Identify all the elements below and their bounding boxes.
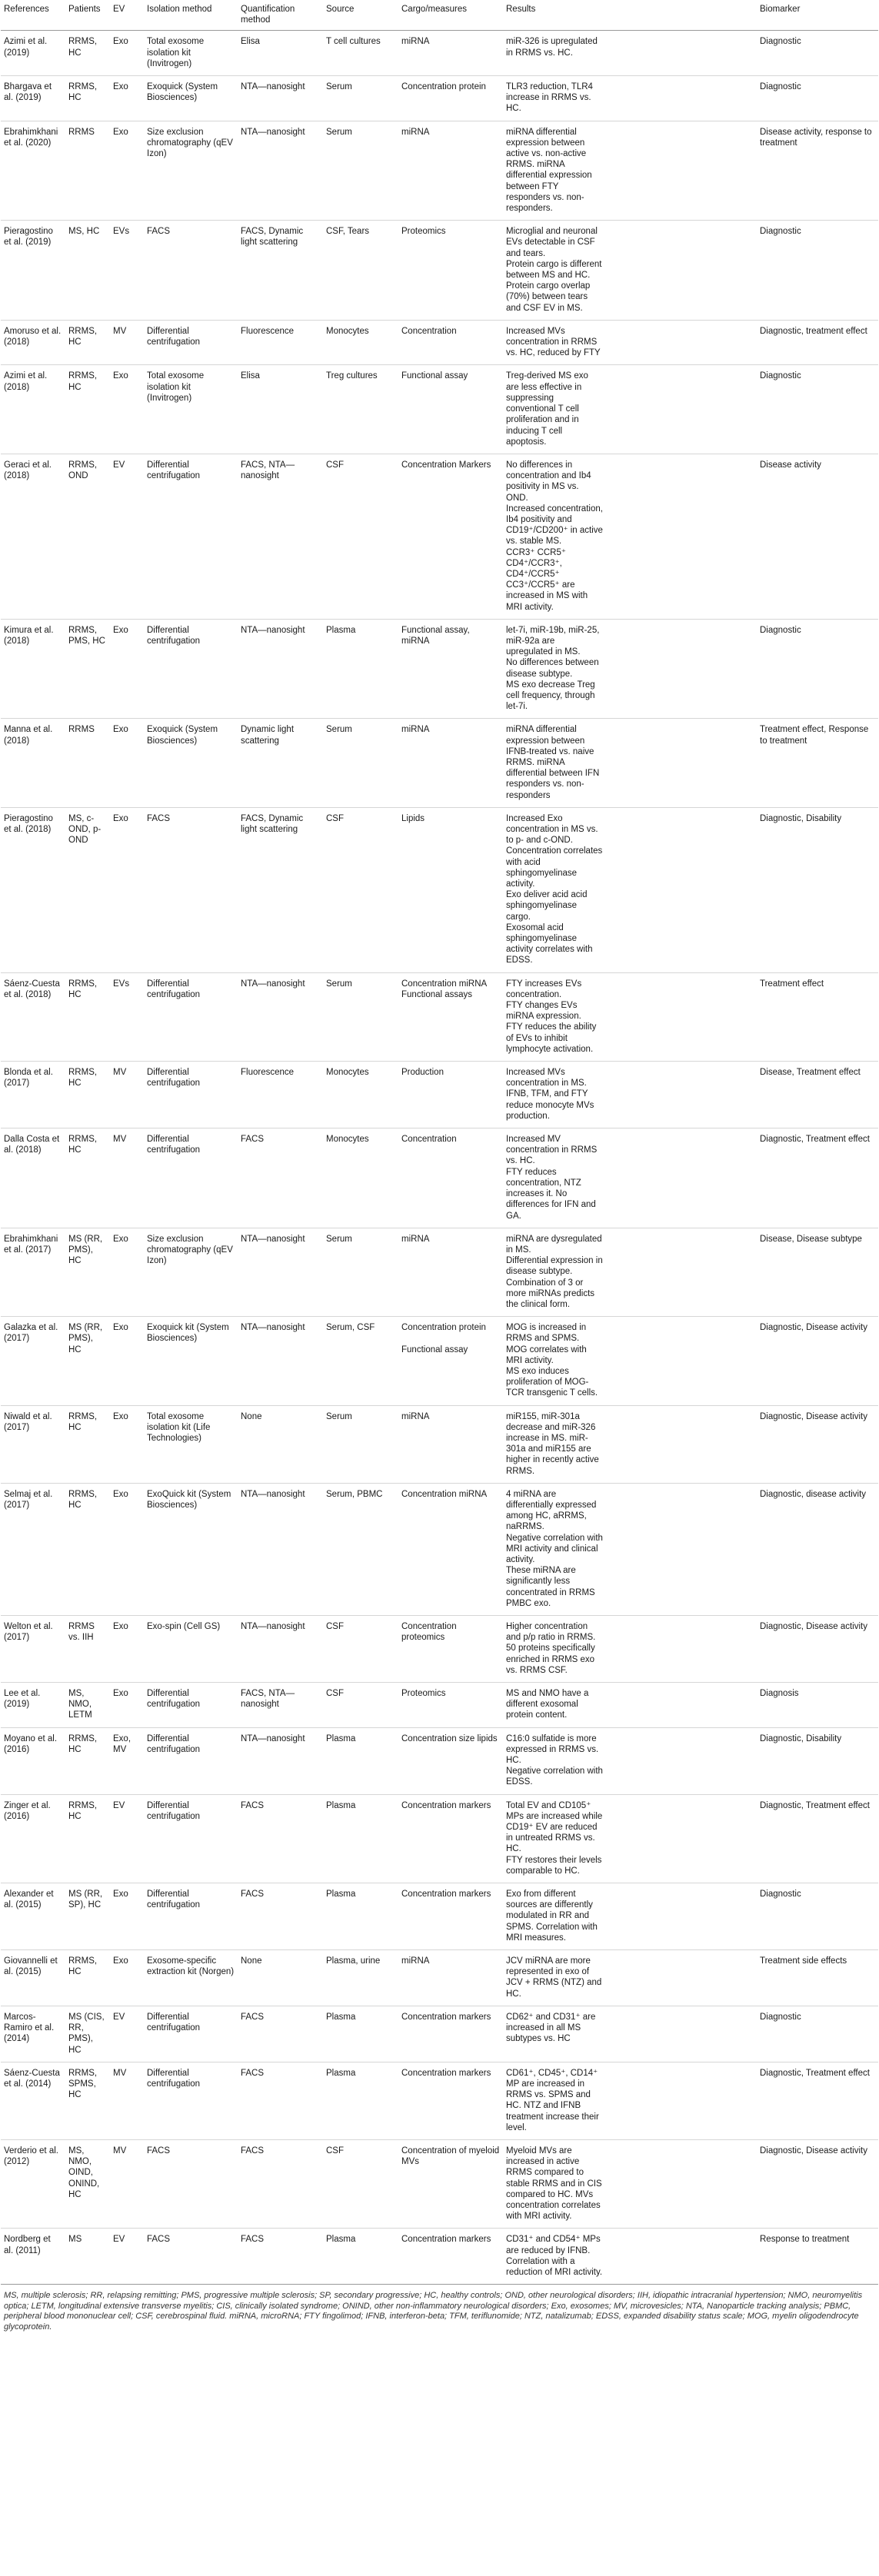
isolation-method-cell: Total exosome isolation kit (Invitrogen) — [144, 31, 238, 76]
patients-cell: RRMS, HC — [65, 365, 110, 454]
quantification-method-cell: FACS, NTA—nanosight — [238, 454, 323, 619]
source-cell: Plasma — [323, 1794, 398, 1883]
patients-cell: RRMS vs. IIH — [65, 1616, 110, 1683]
isolation-method-cell: Differential centrifugation — [144, 2006, 238, 2062]
ev-cell: MV — [110, 1128, 144, 1228]
reference-cell: Nordberg et al. (2011) — [1, 2229, 65, 2285]
cargo-cell: Functional assay — [398, 365, 503, 454]
table-row — [1, 221, 878, 321]
table-row — [1, 76, 878, 121]
results-cell: Increased MVs concentration in RRMS vs. HC, reduced by FTY — [503, 320, 757, 365]
quantification-method-cell: FACS, Dynamic light scattering — [238, 221, 323, 321]
isolation-method-cell: Differential centrifugation — [144, 2062, 238, 2139]
biomarker-cell: Disease, Treatment effect — [757, 1062, 878, 1128]
source-cell: Serum, CSF — [323, 1317, 398, 1405]
biomarker-cell: Diagnostic, treatment effect — [757, 320, 878, 365]
results-cell: Treg-derived MS exo are less effective in suppressing conventional T cell proliferation and in inducing T cell apoptosis. — [503, 365, 757, 454]
table-row — [1, 121, 878, 221]
cargo-cell: Concentration of myeloid MVs — [398, 2139, 503, 2228]
source-cell: CSF, Tears — [323, 221, 398, 321]
source-cell: Plasma — [323, 2062, 398, 2139]
cargo-cell: miRNA — [398, 1228, 503, 1316]
quantification-method-cell: Fluorescence — [238, 320, 323, 365]
source-cell: Monocytes — [323, 1062, 398, 1128]
isolation-method-cell: Total exosome isolation kit (Invitrogen) — [144, 365, 238, 454]
table-header-row — [1, 0, 878, 31]
table-row — [1, 31, 878, 76]
cargo-cell: Concentration size lipids — [398, 1727, 503, 1794]
table-row — [1, 719, 878, 807]
patients-cell: MS (RR, SP), HC — [65, 1883, 110, 1950]
ev-cell: Exo — [110, 1683, 144, 1728]
header-isolation-method: Isolation method — [144, 0, 238, 31]
cargo-cell: Proteomics — [398, 1683, 503, 1728]
reference-cell: Dalla Costa et al. (2018) — [1, 1128, 65, 1228]
isolation-method-cell: Total exosome isolation kit (Life Technologies) — [144, 1405, 238, 1483]
patients-cell: RRMS, HC — [65, 972, 110, 1061]
ev-cell: Exo — [110, 1228, 144, 1316]
table-row — [1, 1683, 878, 1728]
patients-cell: RRMS, HC — [65, 1405, 110, 1483]
patients-cell: MS — [65, 2229, 110, 2285]
quantification-method-cell: FACS, NTA—nanosight — [238, 1683, 323, 1728]
reference-cell: Welton et al. (2017) — [1, 1616, 65, 1683]
table-row — [1, 454, 878, 619]
ev-cell: EV — [110, 454, 144, 619]
table-row — [1, 2062, 878, 2139]
quantification-method-cell: FACS, Dynamic light scattering — [238, 807, 323, 972]
patients-cell: RRMS — [65, 719, 110, 807]
source-cell: Serum — [323, 1228, 398, 1316]
isolation-method-cell: Exo-spin (Cell GS) — [144, 1616, 238, 1683]
ev-cell: Exo — [110, 76, 144, 121]
reference-cell: Pieragostino et al. (2018) — [1, 807, 65, 972]
biomarker-cell: Diagnostic, Treatment effect — [757, 1128, 878, 1228]
ev-studies-table — [1, 0, 878, 2285]
reference-cell: Amoruso et al. (2018) — [1, 320, 65, 365]
isolation-method-cell: FACS — [144, 807, 238, 972]
reference-cell: Lee et al. (2019) — [1, 1683, 65, 1728]
reference-cell: Pieragostino et al. (2019) — [1, 221, 65, 321]
biomarker-cell: Diagnostic — [757, 76, 878, 121]
quantification-method-cell: Elisa — [238, 365, 323, 454]
cargo-cell: miRNA — [398, 1405, 503, 1483]
cargo-cell: Concentration Markers — [398, 454, 503, 619]
quantification-method-cell: None — [238, 1405, 323, 1483]
cargo-cell: Concentration miRNA — [398, 1483, 503, 1615]
table-row — [1, 320, 878, 365]
header-quantification-method: Quantification method — [238, 0, 323, 31]
patients-cell: RRMS, HC — [65, 1794, 110, 1883]
isolation-method-cell: Exosome-specific extraction kit (Norgen) — [144, 1950, 238, 2006]
quantification-method-cell: NTA—nanosight — [238, 972, 323, 1061]
patients-cell: RRMS — [65, 121, 110, 221]
biomarker-cell: Response to treatment — [757, 2229, 878, 2285]
cargo-cell: Concentration — [398, 1128, 503, 1228]
biomarker-cell: Treatment effect, Response to treatment — [757, 719, 878, 807]
biomarker-cell: Diagnostic — [757, 1883, 878, 1950]
reference-cell: Kimura et al. (2018) — [1, 619, 65, 719]
patients-cell: MS (CIS, RR, PMS), HC — [65, 2006, 110, 2062]
source-cell: Treg cultures — [323, 365, 398, 454]
ev-cell: EV — [110, 2006, 144, 2062]
cargo-cell: Concentration markers — [398, 1883, 503, 1950]
results-cell: 4 miRNA are differentially expressed among HC, aRRMS, naRRMS. Negative correlation with MRI activity and clinical activity. These miRNA are significantly less concentrated in RRMS PMBC exo. — [503, 1483, 757, 1615]
isolation-method-cell: Differential centrifugation — [144, 1062, 238, 1128]
biomarker-cell: Diagnostic, Treatment effect — [757, 1794, 878, 1883]
biomarker-cell: Treatment side effects — [757, 1950, 878, 2006]
ev-cell: Exo, MV — [110, 1727, 144, 1794]
ev-cell: Exo — [110, 1616, 144, 1683]
biomarker-cell: Diagnostic — [757, 31, 878, 76]
source-cell: Serum — [323, 1405, 398, 1483]
table-row — [1, 1950, 878, 2006]
reference-cell: Sáenz-Cuesta et al. (2014) — [1, 2062, 65, 2139]
patients-cell: RRMS, SPMS, HC — [65, 2062, 110, 2139]
reference-cell: Niwald et al. (2017) — [1, 1405, 65, 1483]
table-row — [1, 807, 878, 972]
ev-cell: Exo — [110, 807, 144, 972]
patients-cell: RRMS, HC — [65, 1128, 110, 1228]
reference-cell: Giovannelli et al. (2015) — [1, 1950, 65, 2006]
results-cell: miRNA differential expression between IFNB-treated vs. naive RRMS. miRNA differential between IFN responders vs. non-responders — [503, 719, 757, 807]
table-row — [1, 2139, 878, 2228]
isolation-method-cell: Size exclusion chromatography (qEV Izon) — [144, 1228, 238, 1316]
source-cell: Plasma — [323, 1883, 398, 1950]
table-row — [1, 1483, 878, 1615]
biomarker-cell: Diagnostic, Disability — [757, 1727, 878, 1794]
cargo-cell: Concentration markers — [398, 2062, 503, 2139]
biomarker-cell: Diagnostic, Disease activity — [757, 1405, 878, 1483]
isolation-method-cell: Differential centrifugation — [144, 454, 238, 619]
quantification-method-cell: NTA—nanosight — [238, 121, 323, 221]
reference-cell: Blonda et al. (2017) — [1, 1062, 65, 1128]
ev-cell: Exo — [110, 619, 144, 719]
header-references: References — [1, 0, 65, 31]
table-row — [1, 1616, 878, 1683]
results-cell: CD62⁺ and CD31⁺ are increased in all MS subtypes vs. HC — [503, 2006, 757, 2062]
ev-cell: Exo — [110, 1483, 144, 1615]
results-cell: Total EV and CD105⁺ MPs are increased while CD19⁺ EV are reduced in untreated RRMS vs. HC. FTY restores their levels comparable to HC. — [503, 1794, 757, 1883]
quantification-method-cell: NTA—nanosight — [238, 1228, 323, 1316]
cargo-cell: miRNA — [398, 121, 503, 221]
isolation-method-cell: ExoQuick kit (System Biosciences) — [144, 1483, 238, 1615]
table-row — [1, 1727, 878, 1794]
results-cell: MOG is increased in RRMS and SPMS. MOG correlates with MRI activity. MS exo induces proliferation of MOG-TCR transgenic T cells. — [503, 1317, 757, 1405]
ev-cell: Exo — [110, 1317, 144, 1405]
patients-cell: MS, NMO, OIND, ONIND, HC — [65, 2139, 110, 2228]
results-cell: CD61⁺, CD45⁺, CD14⁺ MP are increased in RRMS vs. SPMS and HC. NTZ and IFNB treatment increase their level. — [503, 2062, 757, 2139]
ev-cell: EVs — [110, 221, 144, 321]
ev-cell: MV — [110, 320, 144, 365]
table-row — [1, 972, 878, 1061]
patients-cell: RRMS, HC — [65, 320, 110, 365]
isolation-method-cell: Size exclusion chromatography (qEV Izon) — [144, 121, 238, 221]
table-row — [1, 1062, 878, 1128]
isolation-method-cell: FACS — [144, 2229, 238, 2285]
isolation-method-cell: Exoquick (System Biosciences) — [144, 76, 238, 121]
patients-cell: MS, c-OND, p-OND — [65, 807, 110, 972]
ev-cell: Exo — [110, 1405, 144, 1483]
cargo-cell: Concentration proteomics — [398, 1616, 503, 1683]
source-cell: Serum, PBMC — [323, 1483, 398, 1615]
results-cell: MS and NMO have a different exosomal protein content. — [503, 1683, 757, 1728]
results-cell: FTY increases EVs concentration. FTY changes EVs miRNA expression. FTY reduces the ability of EVs to inhibit lymphocyte activation. — [503, 972, 757, 1061]
biomarker-cell: Diagnosis — [757, 1683, 878, 1728]
biomarker-cell: Diagnostic, Disability — [757, 807, 878, 972]
reference-cell: Selmaj et al. (2017) — [1, 1483, 65, 1615]
quantification-method-cell: Elisa — [238, 31, 323, 76]
quantification-method-cell: NTA—nanosight — [238, 1317, 323, 1405]
biomarker-cell: Diagnostic — [757, 619, 878, 719]
source-cell: CSF — [323, 1683, 398, 1728]
results-cell: miRNA differential expression between active vs. non-active RRMS. miRNA differential expression between FTY responders vs. non-responders. — [503, 121, 757, 221]
isolation-method-cell: Differential centrifugation — [144, 972, 238, 1061]
cargo-cell: Concentration protein Functional assay — [398, 1317, 503, 1405]
table-row — [1, 2229, 878, 2285]
cargo-cell: Production — [398, 1062, 503, 1128]
table-row — [1, 2006, 878, 2062]
results-cell: Increased MV concentration in RRMS vs. HC. FTY reduces concentration, NTZ increases it. No differences for IFN and GA. — [503, 1128, 757, 1228]
results-cell: miR-326 is upregulated in RRMS vs. HC. — [503, 31, 757, 76]
header-biomarker: Biomarker — [757, 0, 878, 31]
cargo-cell: Proteomics — [398, 221, 503, 321]
source-cell: T cell cultures — [323, 31, 398, 76]
biomarker-cell: Diagnostic — [757, 2006, 878, 2062]
results-cell: Increased Exo concentration in MS vs. to p- and c-OND. Concentration correlates with acid sphingomyelinase activity. Exo deliver acid acid sphingomyelinase cargo. Exosomal acid sphingomyelinase activity correlates with EDSS. — [503, 807, 757, 972]
table-body — [1, 31, 878, 2285]
quantification-method-cell: FACS — [238, 2229, 323, 2285]
quantification-method-cell: NTA—nanosight — [238, 1616, 323, 1683]
source-cell: Monocytes — [323, 320, 398, 365]
patients-cell: MS, HC — [65, 221, 110, 321]
ev-cell: Exo — [110, 365, 144, 454]
quantification-method-cell: FACS — [238, 2006, 323, 2062]
reference-cell: Azimi et al. (2018) — [1, 365, 65, 454]
biomarker-cell: Disease, Disease subtype — [757, 1228, 878, 1316]
biomarker-cell: Diagnostic — [757, 365, 878, 454]
table-row — [1, 1317, 878, 1405]
quantification-method-cell: FACS — [238, 1794, 323, 1883]
reference-cell: Bhargava et al. (2019) — [1, 76, 65, 121]
cargo-cell: miRNA — [398, 31, 503, 76]
quantification-method-cell: Fluorescence — [238, 1062, 323, 1128]
quantification-method-cell: NTA—nanosight — [238, 1483, 323, 1615]
results-cell: CD31⁺ and CD54⁺ MPs are reduced by IFNB. Correlation with a reduction of MRI activity. — [503, 2229, 757, 2285]
results-cell: JCV miRNA are more represented in exo of JCV + RRMS (NTZ) and HC. — [503, 1950, 757, 2006]
cargo-cell: miRNA — [398, 719, 503, 807]
source-cell: CSF — [323, 1616, 398, 1683]
patients-cell: RRMS, HC — [65, 1727, 110, 1794]
reference-cell: Geraci et al. (2018) — [1, 454, 65, 619]
cargo-cell: Concentration markers — [398, 2229, 503, 2285]
cargo-cell: Functional assay, miRNA — [398, 619, 503, 719]
results-cell: TLR3 reduction, TLR4 increase in RRMS vs. HC. — [503, 76, 757, 121]
cargo-cell: Concentration miRNA Functional assays — [398, 972, 503, 1061]
source-cell: Plasma — [323, 2006, 398, 2062]
table-row — [1, 365, 878, 454]
quantification-method-cell: FACS — [238, 1883, 323, 1950]
quantification-method-cell: Dynamic light scattering — [238, 719, 323, 807]
ev-cell: Exo — [110, 719, 144, 807]
isolation-method-cell: Differential centrifugation — [144, 1727, 238, 1794]
isolation-method-cell: FACS — [144, 221, 238, 321]
header-cargo-measures: Cargo/measures — [398, 0, 503, 31]
source-cell: Plasma — [323, 2229, 398, 2285]
reference-cell: Marcos-Ramiro et al. (2014) — [1, 2006, 65, 2062]
header-results: Results — [503, 0, 757, 31]
reference-cell: Galazka et al. (2017) — [1, 1317, 65, 1405]
patients-cell: RRMS, HC — [65, 1483, 110, 1615]
header-patients: Patients — [65, 0, 110, 31]
biomarker-cell: Diagnostic, disease activity — [757, 1483, 878, 1615]
reference-cell: Verderio et al. (2012) — [1, 2139, 65, 2228]
ev-cell: Exo — [110, 31, 144, 76]
table-footnote: MS, multiple sclerosis; RR, relapsing remitting; PMS, progressive multiple sclerosis; SP, secondary progressive; HC, healthy controls; OND, other neurological disorders; IIH, idiopathic intracranial hypertension; NMO, neuromyelitis optica; LETM, longitudinal extensive transverse myelitis; CIS, clinically isolated syndrome; ONIND, other non-inflammatory neurological disorders; Exo, exosomes; MV, microvesicles; NTA, Nanoparticle tracking analysis; PBMC, peripheral blood mononuclear cell; CSF, cerebrospinal fluid. miRNA, microRNA; FTY fingolimod; IFNB, interferon-beta; TFM, teriflunomide; NTZ, natalizumab; EDSS, expanded disability status scale; MOG, myelin oligodendrocyte glycoprotein. — [4, 2291, 863, 2332]
table-row — [1, 619, 878, 719]
cargo-cell: Lipids — [398, 807, 503, 972]
ev-cell: EV — [110, 1794, 144, 1883]
isolation-method-cell: Differential centrifugation — [144, 619, 238, 719]
results-cell: miRNA are dysregulated in MS. Differential expression in disease subtype. Combination of 3 or more miRNAs predicts the clinical form. — [503, 1228, 757, 1316]
results-cell: Increased MVs concentration in MS. IFNB, TFM, and FTY reduce monocyte MVs production. — [503, 1062, 757, 1128]
source-cell: Serum — [323, 121, 398, 221]
source-cell: Serum — [323, 972, 398, 1061]
reference-cell: Sáenz-Cuesta et al. (2018) — [1, 972, 65, 1061]
source-cell: Serum — [323, 719, 398, 807]
source-cell: CSF — [323, 2139, 398, 2228]
reference-cell: Ebrahimkhani et al. (2020) — [1, 121, 65, 221]
quantification-method-cell: NTA—nanosight — [238, 1727, 323, 1794]
source-cell: CSF — [323, 807, 398, 972]
biomarker-cell: Disease activity, response to treatment — [757, 121, 878, 221]
source-cell: Plasma — [323, 619, 398, 719]
results-cell: let-7i, miR-19b, miR-25, miR-92a are upregulated in MS. No differences between disease subtype. MS exo decrease Treg cell frequency, through let-7i. — [503, 619, 757, 719]
table-row — [1, 1228, 878, 1316]
cargo-cell: Concentration markers — [398, 1794, 503, 1883]
isolation-method-cell: Differential centrifugation — [144, 1128, 238, 1228]
isolation-method-cell: FACS — [144, 2139, 238, 2228]
quantification-method-cell: NTA—nanosight — [238, 76, 323, 121]
isolation-method-cell: Exoquick kit (System Biosciences) — [144, 1317, 238, 1405]
biomarker-cell: Diagnostic, Treatment effect — [757, 2062, 878, 2139]
patients-cell: RRMS, PMS, HC — [65, 619, 110, 719]
cargo-cell: Concentration — [398, 320, 503, 365]
results-cell: No differences in concentration and Ib4 positivity in MS vs. OND. Increased concentration, Ib4 positivity and CD19⁺/CD200⁺ in active vs. stable MS. CCR3⁺ CCR5⁺ CD4⁺/CCR3⁺, CD4⁺/CCR5⁺ CC3⁺/CCR5⁺ are increased in MS with MRI activity. — [503, 454, 757, 619]
patients-cell: RRMS, HC — [65, 76, 110, 121]
patients-cell: MS (RR, PMS), HC — [65, 1228, 110, 1316]
quantification-method-cell: FACS — [238, 1128, 323, 1228]
patients-cell: RRMS, HC — [65, 1950, 110, 2006]
results-cell: Microglial and neuronal EVs detectable in CSF and tears. Protein cargo is different between MS and HC. Protein cargo overlap (70%) between tears and CSF EV in MS. — [503, 221, 757, 321]
biomarker-cell: Treatment effect — [757, 972, 878, 1061]
results-cell: miR155, miR-301a decrease and miR-326 increase in MS. miR-301a and miR155 are higher in recently active RRMS. — [503, 1405, 757, 1483]
isolation-method-cell: Differential centrifugation — [144, 1683, 238, 1728]
ev-cell: EVs — [110, 972, 144, 1061]
results-cell: Higher concentration and p/p ratio in RRMS. 50 proteins specifically enriched in RRMS exo vs. RRMS CSF. — [503, 1616, 757, 1683]
biomarker-cell: Diagnostic, Disease activity — [757, 1317, 878, 1405]
table-row — [1, 1128, 878, 1228]
patients-cell: RRMS, HC — [65, 1062, 110, 1128]
isolation-method-cell: Differential centrifugation — [144, 1883, 238, 1950]
biomarker-cell: Diagnostic, Disease activity — [757, 2139, 878, 2228]
isolation-method-cell: Differential centrifugation — [144, 1794, 238, 1883]
table-row — [1, 1794, 878, 1883]
quantification-method-cell: NTA—nanosight — [238, 619, 323, 719]
biomarker-cell: Diagnostic, Disease activity — [757, 1616, 878, 1683]
results-cell: Myeloid MVs are increased in active RRMS compared to stable RRMS and in CIS compared to HC. MVs concentration correlates with MRI activity. — [503, 2139, 757, 2228]
reference-cell: Manna et al. (2018) — [1, 719, 65, 807]
isolation-method-cell: Exoquick (System Biosciences) — [144, 719, 238, 807]
patients-cell: MS, NMO, LETM — [65, 1683, 110, 1728]
table-row — [1, 1405, 878, 1483]
header-ev: EV — [110, 0, 144, 31]
reference-cell: Moyano et al. (2016) — [1, 1727, 65, 1794]
ev-cell: MV — [110, 1062, 144, 1128]
biomarker-cell: Diagnostic — [757, 221, 878, 321]
source-cell: Plasma — [323, 1727, 398, 1794]
reference-cell: Ebrahimkhani et al. (2017) — [1, 1228, 65, 1316]
ev-cell: Exo — [110, 121, 144, 221]
patients-cell: RRMS, HC — [65, 31, 110, 76]
quantification-method-cell: None — [238, 1950, 323, 2006]
isolation-method-cell: Differential centrifugation — [144, 320, 238, 365]
patients-cell: MS (RR, PMS), HC — [65, 1317, 110, 1405]
quantification-method-cell: FACS — [238, 2139, 323, 2228]
source-cell: CSF — [323, 454, 398, 619]
quantification-method-cell: FACS — [238, 2062, 323, 2139]
source-cell: Plasma, urine — [323, 1950, 398, 2006]
biomarker-cell: Disease activity — [757, 454, 878, 619]
results-cell: C16:0 sulfatide is more expressed in RRMS vs. HC. Negative correlation with EDSS. — [503, 1727, 757, 1794]
cargo-cell: miRNA — [398, 1950, 503, 2006]
cargo-cell: Concentration protein — [398, 76, 503, 121]
table-row — [1, 1883, 878, 1950]
source-cell: Serum — [323, 76, 398, 121]
ev-cell: MV — [110, 2062, 144, 2139]
cargo-cell: Concentration markers — [398, 2006, 503, 2062]
ev-cell: Exo — [110, 1883, 144, 1950]
reference-cell: Alexander et al. (2015) — [1, 1883, 65, 1950]
source-cell: Monocytes — [323, 1128, 398, 1228]
reference-cell: Azimi et al. (2019) — [1, 31, 65, 76]
ev-cell: MV — [110, 2139, 144, 2228]
ev-cell: Exo — [110, 1950, 144, 2006]
patients-cell: RRMS, OND — [65, 454, 110, 619]
ev-cell: EV — [110, 2229, 144, 2285]
reference-cell: Zinger et al. (2016) — [1, 1794, 65, 1883]
header-source: Source — [323, 0, 398, 31]
results-cell: Exo from different sources are differently modulated in RR and SPMS. Correlation with MRI measures. — [503, 1883, 757, 1950]
